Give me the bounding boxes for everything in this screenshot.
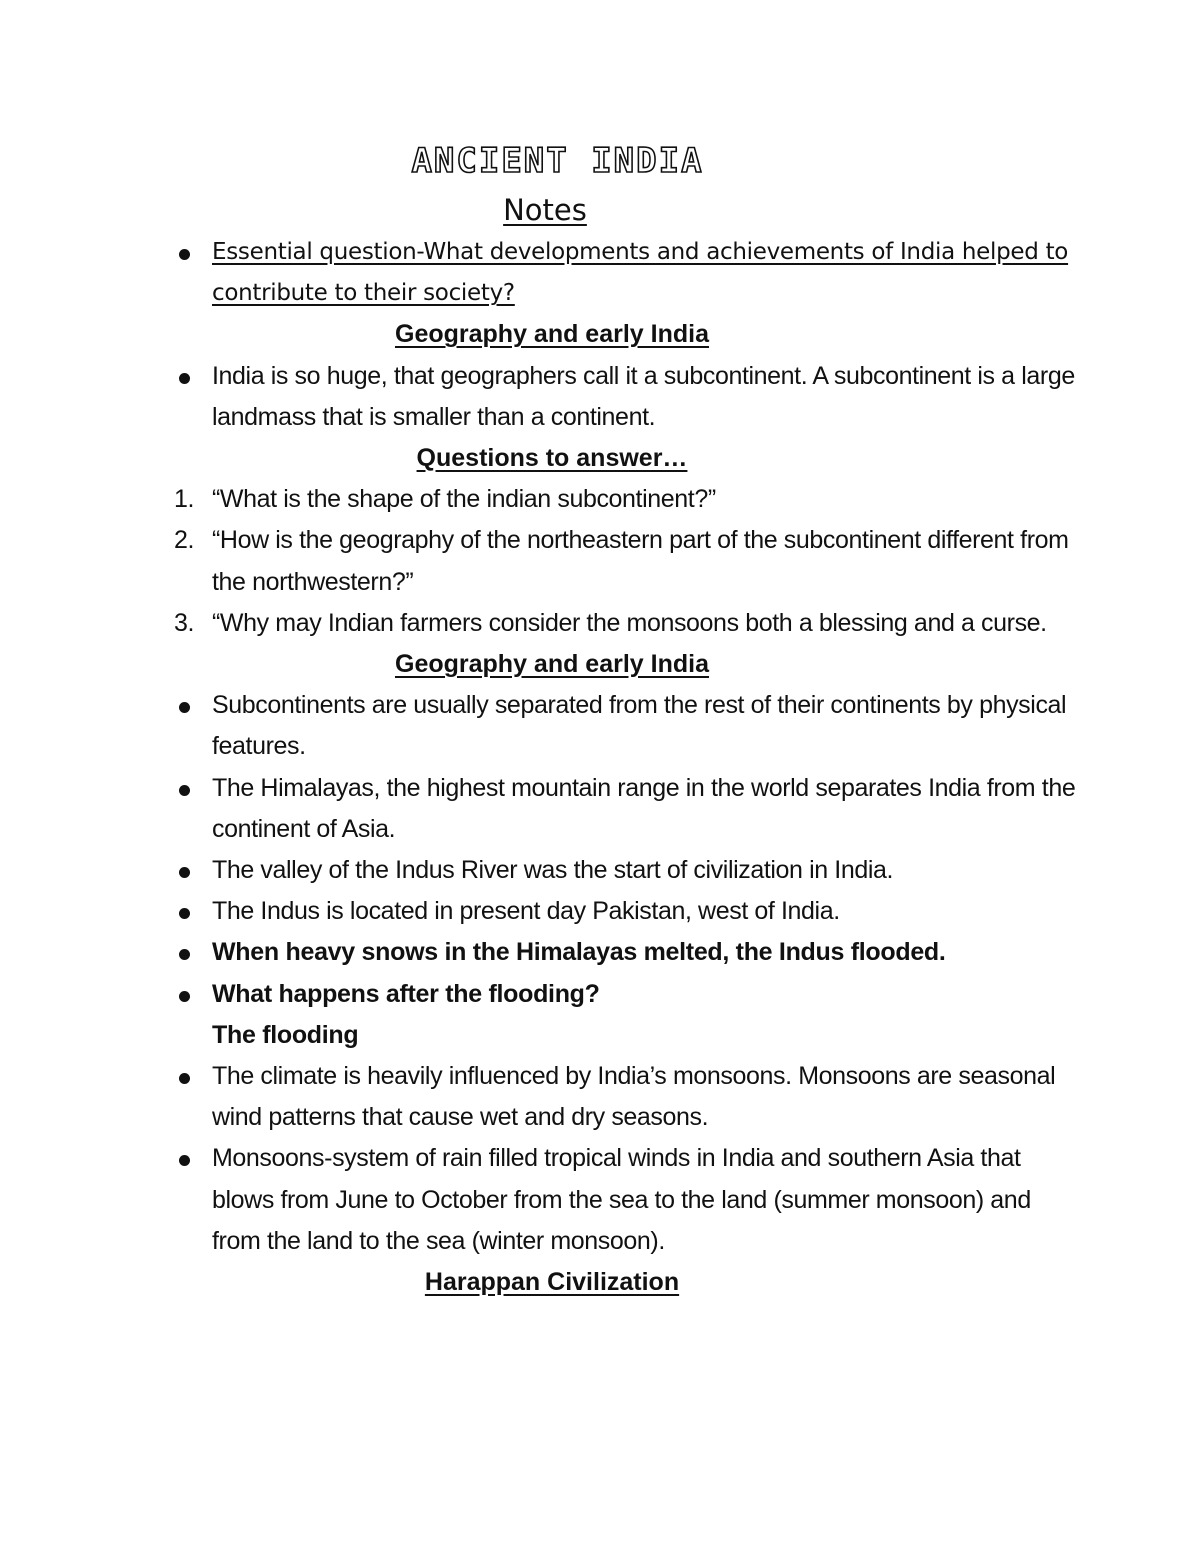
list-item-bold: What happens after the flooding? [212, 974, 1082, 1015]
section-heading-geography: Geography and early India [395, 320, 709, 349]
list-item: Subcontinents are usually separated from the rest of their continents by physical features. [212, 685, 1082, 767]
list-item: The climate is heavily influenced by India’s monsoons. Monsoons are seasonal wind patterns that cause wet and dry seasons. [212, 1056, 1082, 1138]
list-item: The Himalayas, the highest mountain range in the world separates India from the continent of Asia. [212, 768, 1082, 850]
essential-question: Essential question-What developments and achievements of India helped to contribute to their society? [212, 232, 1082, 314]
flooding-label: The flooding [212, 1020, 359, 1049]
notes-content [174, 232, 1082, 1303]
section-heading-geography-2: Geography and early India [395, 650, 709, 679]
question-text: “Why may Indian farmers consider the monsoons both a blessing and a curse. [212, 608, 1047, 637]
list-item: The valley of the Indus River was the start of civilization in India. [212, 850, 1082, 891]
question-number: 1. [174, 485, 195, 514]
question-item [174, 520, 1082, 602]
document-title: ANCIENT INDIA [411, 141, 704, 181]
question-text: “What is the shape of the indian subcontinent?” [212, 485, 716, 514]
question-number: 3. [174, 608, 195, 637]
section-heading-questions: Questions to answer… [416, 444, 688, 473]
list-item-bold: When heavy snows in the Himalayas melted, the Indus flooded. [212, 932, 1082, 973]
list-item: India is so huge, that geographers call it a subcontinent. A subcontinent is a large landmass that is smaller than a continent. [212, 356, 1082, 438]
list-item: Monsoons-system of rain filled tropical winds in India and southern Asia that blows from June to October from the sea to the land (summer monsoon) and from the land to the sea (winter monsoon). [212, 1138, 1082, 1262]
document-subtitle: Notes [503, 193, 587, 227]
question-number: 2. [174, 526, 195, 555]
section-heading-harappan: Harappan Civilization [424, 1268, 680, 1297]
question-item [174, 603, 1082, 644]
question-text: “How is the geography of the northeastern part of the subcontinent different from the northwestern?” [212, 526, 1069, 596]
question-item [174, 479, 1082, 520]
list-item: The Indus is located in present day Pakistan, west of India. [212, 891, 1082, 932]
